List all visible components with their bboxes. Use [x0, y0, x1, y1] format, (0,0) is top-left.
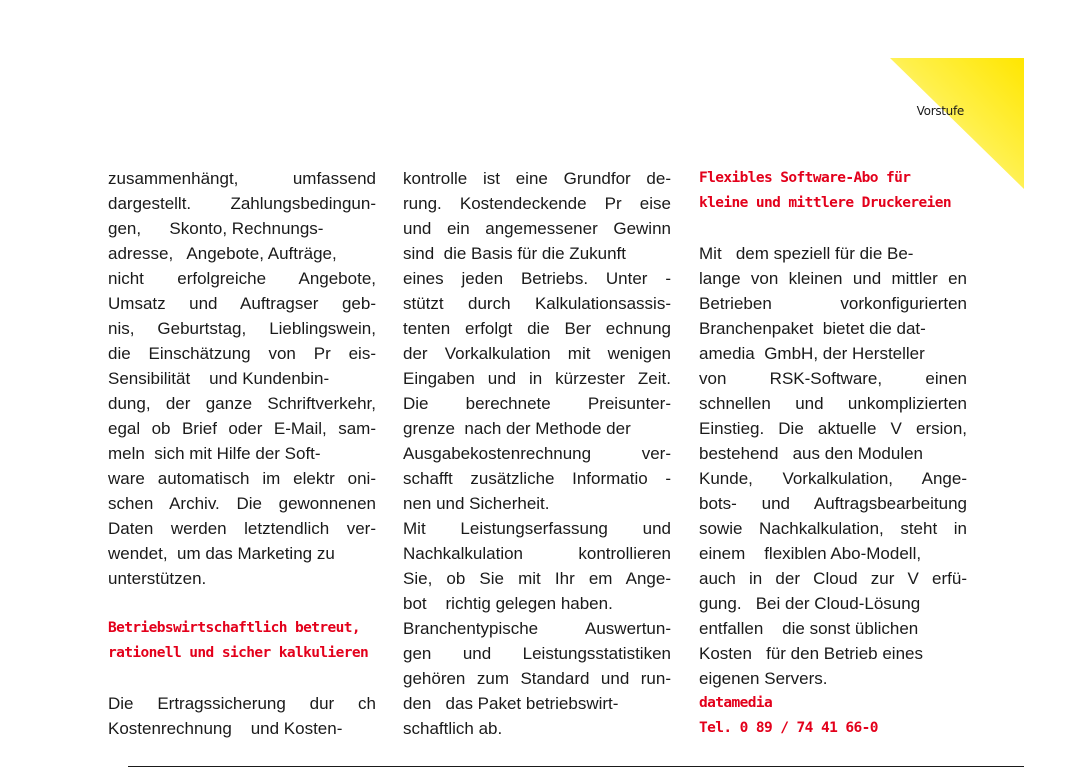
text-line: Betrieben vorkonfigurierten: [699, 294, 967, 313]
text-line: schaftlich ab.: [403, 719, 503, 738]
text-line: eines jeden Betriebs. Unter -: [403, 269, 671, 288]
text-line: Mit dem speziell für die Be-: [699, 244, 914, 263]
text-line: bots- und Auftragsbearbeitung: [699, 494, 967, 513]
text-line: Die Ertragssicherung dur ch: [108, 694, 376, 713]
heading-line: Betriebswirtschaftlich betreut,: [108, 620, 361, 636]
text-line: die Einschätzung von Pr eis-: [108, 344, 376, 363]
text-line: amedia GmbH, der Hersteller: [699, 344, 925, 363]
text-line: der Vorkalkulation mit wenigen: [403, 344, 671, 363]
text-column-1: [108, 166, 376, 741]
text-line: Kostenrechnung und Kosten-: [108, 719, 343, 738]
text-line: gung. Bei der Cloud-Lösung: [699, 594, 921, 613]
text-line: dung, der ganze Schriftverkehr,: [108, 394, 376, 413]
text-line: stützt durch Kalkulationsassis-: [403, 294, 671, 313]
text-line: wendet, um das Marketing zu: [108, 544, 335, 563]
heading-line: Flexibles Software-Abo für: [699, 170, 911, 186]
text-line: egal ob Brief oder E-Mail, sam-: [108, 419, 376, 438]
text-line: eigenen Servers.: [699, 669, 828, 688]
text-line: und ein angemessener Gewinn: [403, 219, 671, 238]
text-line: den das Paket betriebswirt-: [403, 694, 619, 713]
text-line: Kosten für den Betrieb eines: [699, 644, 923, 663]
text-line: nicht erfolgreiche Angebote,: [108, 269, 376, 288]
heading-line: Tel. 0 89 / 74 41 66-0: [699, 720, 878, 736]
text-line: auch in der Cloud zur V erfü-: [699, 569, 967, 588]
text-line: gehören zum Standard und run-: [403, 669, 671, 688]
text-line: Branchentypische Auswertun-: [403, 619, 671, 638]
text-line: Einstieg. Die aktuelle V ersion,: [699, 419, 967, 438]
text-line: nen und Sicherheit.: [403, 494, 550, 513]
text-line: dargestellt. Zahlungsbedingun-: [108, 194, 376, 213]
footer-rule: [128, 766, 1024, 767]
heading-line: rationell und sicher kalkulieren: [108, 645, 369, 661]
text-line: schafft zusätzliche Informatio -: [403, 469, 671, 488]
text-column-3: [699, 166, 967, 741]
text-line: Eingaben und in kürzester Zeit.: [403, 369, 671, 388]
text-line: Sensibilität und Kundenbin-: [108, 369, 330, 388]
text-line: unterstützen.: [108, 569, 207, 588]
text-line: meln sich mit Hilfe der Soft-: [108, 444, 321, 463]
text-line: grenze nach der Methode der: [403, 419, 631, 438]
text-line: kontrolle ist eine Grundfor de-: [403, 169, 671, 188]
text-line: rung. Kostendeckende Pr eise: [403, 194, 671, 213]
text-line: Sie, ob Sie mit Ihr em Ange-: [403, 569, 671, 588]
text-line: tenten erfolgt die Ber echnung: [403, 319, 671, 338]
text-line: ware automatisch im elektr oni-: [108, 469, 376, 488]
text-line: nis, Geburtstag, Lieblingswein,: [108, 319, 376, 338]
section-label: Vorstufe: [916, 104, 964, 118]
text-line: Die berechnete Preisunter-: [403, 394, 671, 413]
text-line: schnellen und unkomplizierten: [699, 394, 967, 413]
text-line: Mit Leistungserfassung und: [403, 519, 671, 538]
text-line: Nachkalkulation kontrollieren: [403, 544, 671, 563]
text-line: Daten werden letztendlich ver-: [108, 519, 376, 538]
text-line: Umsatz und Auftragser geb-: [108, 294, 376, 313]
text-line: gen, Skonto, Rechnungs-: [108, 219, 324, 238]
text-line: schen Archiv. Die gewonnenen: [108, 494, 376, 513]
text-line: lange von kleinen und mittler en: [699, 269, 967, 288]
text-column-2: [403, 166, 671, 741]
spacer: [699, 216, 967, 241]
spacer: [108, 591, 376, 616]
text-line: Branchenpaket bietet die dat-: [699, 319, 926, 338]
text-line: adresse, Angebote, Aufträge,: [108, 244, 337, 263]
text-line: Ausgabekostenrechnung ver-: [403, 444, 671, 463]
heading-line: datamedia: [699, 695, 773, 711]
text-line: sowie Nachkalkulation, steht in: [699, 519, 967, 538]
text-line: Kunde, Vorkalkulation, Ange-: [699, 469, 967, 488]
text-line: gen und Leistungsstatistiken: [403, 644, 671, 663]
text-line: einem flexiblen Abo-Modell,: [699, 544, 922, 563]
spacer: [108, 666, 376, 691]
heading-line: kleine und mittlere Druckereien: [699, 195, 952, 211]
text-line: sind die Basis für die Zukunft: [403, 244, 627, 263]
text-line: bot richtig gelegen haben.: [403, 594, 613, 613]
text-line: von RSK-Software, einen: [699, 369, 967, 388]
text-line: bestehend aus den Modulen: [699, 444, 924, 463]
text-line: zusammenhängt, umfassend: [108, 169, 376, 188]
text-line: entfallen die sonst üblichen: [699, 619, 919, 638]
